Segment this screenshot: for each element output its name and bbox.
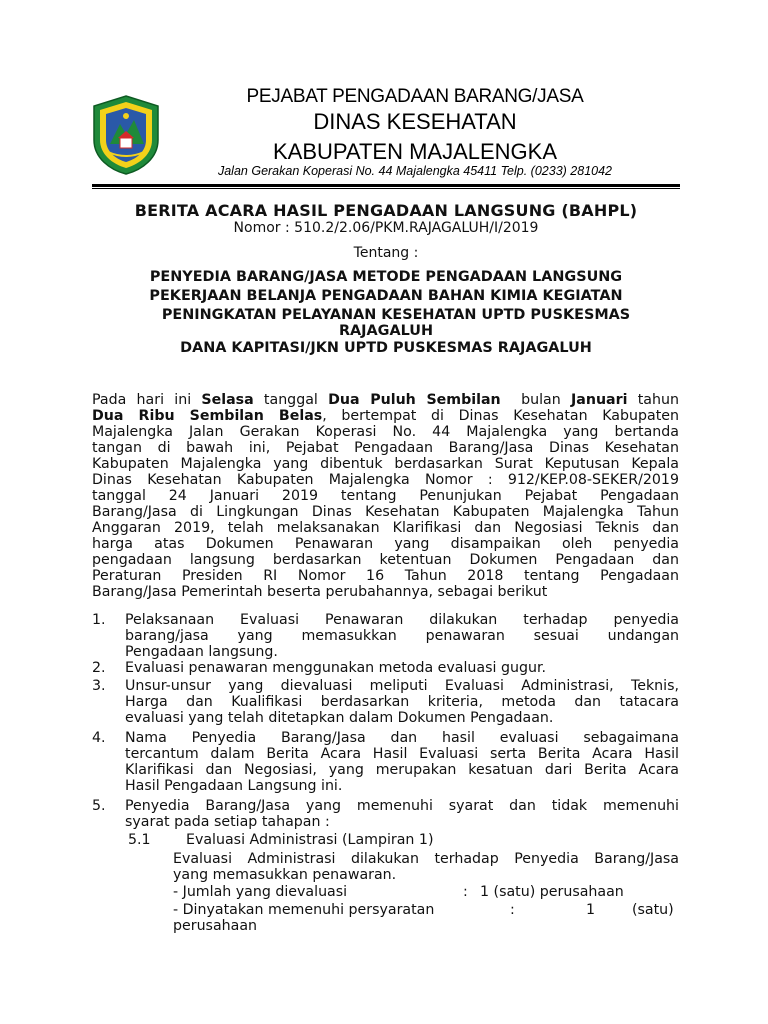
document-tentang: Tentang : bbox=[353, 245, 419, 261]
letterhead-agency: PEJABAT PENGADAAN BARANG/JASA bbox=[246, 86, 584, 107]
intro-paragraph bbox=[92, 392, 679, 600]
intro-line: Barang/Jasa Pemerintah beserta perubahannya, sebagai berikut bbox=[92, 584, 548, 600]
list-item-line: syarat pada setiap tahapan : bbox=[125, 814, 330, 830]
letterhead-department: DINAS KESEHATAN bbox=[313, 109, 517, 134]
intro-line: Dinas Kesehatan Kabupaten Majalengka Nomor : 912/KEP.08-SEKER/2019 bbox=[92, 472, 679, 488]
intro-line: tangan di bawah ini, Pejabat Pengadaan Barang/Jasa Dinas Kesehatan bbox=[92, 440, 679, 456]
list-number: 3. bbox=[92, 678, 106, 694]
list-item-line: Evaluasi penawaran menggunakan metoda evaluasi gugur. bbox=[125, 660, 546, 676]
intro-line: Anggaran 2019, telah melaksanakan Klarifikasi dan Negosiasi Teknis dan bbox=[92, 520, 679, 536]
subsection-title: Evaluasi Administrasi (Lampiran 1) bbox=[186, 832, 434, 848]
intro-line: Dua Ribu Sembilan Belas, bertempat di Dinas Kesehatan Kabupaten bbox=[92, 408, 679, 424]
list-number: 2. bbox=[92, 660, 106, 676]
subject-line: PEKERJAAN BELANJA PENGADAAN BAHAN KIMIA KEGIATAN bbox=[149, 288, 623, 304]
list-number: 5. bbox=[92, 798, 106, 814]
intro-line: Barang/Jasa di Lingkungan Dinas Kesehatan Kabupaten Majalengka Tahun bbox=[92, 504, 679, 520]
subsection-desc-line: Evaluasi Administrasi dilakukan terhadap Penyedia Barang/Jasa bbox=[173, 851, 679, 867]
evaluated-count-colon: : bbox=[463, 884, 468, 900]
letterhead-rule-thick bbox=[92, 184, 680, 187]
intro-line: Peraturan Presiden RI Nomor 16 Tahun 2018 tentang Pengadaan bbox=[92, 568, 679, 584]
intro-line: Majalengka Jalan Gerakan Koperasi No. 44 Majalengka yang bertanda bbox=[92, 424, 679, 440]
list-item-line: barang/jasa yang memasukkan penawaran sesuai undangan bbox=[125, 628, 679, 644]
intro-line: harga atas Dokumen Penawaran yang disampaikan oleh penyedia bbox=[92, 536, 679, 552]
letterhead-rule-thin bbox=[92, 188, 680, 189]
subject-line: DANA KAPITASI/JKN UPTD PUSKESMAS RAJAGALUH bbox=[180, 340, 592, 356]
date-words: Dua Puluh Sembilan bbox=[328, 392, 501, 408]
subject-line: PENYEDIA BARANG/JASA METODE PENGADAAN LANGSUNG bbox=[149, 269, 623, 285]
list-number: 4. bbox=[92, 730, 106, 746]
list-item-line: Harga dan Kualifikasi berdasarkan kriteria, metoda dan tatacara bbox=[125, 694, 679, 710]
subject-line: RAJAGALUH bbox=[338, 323, 434, 339]
list-item-line: Hasil Pengadaan Langsung ini. bbox=[125, 778, 343, 794]
year-words: Dua Ribu Sembilan Belas bbox=[92, 408, 323, 424]
day-name: Selasa bbox=[201, 392, 254, 408]
letterhead-regency: KABUPATEN MAJALENGKA bbox=[272, 139, 558, 164]
document-title: BERITA ACARA HASIL PENGADAAN LANGSUNG (BAHPL) bbox=[134, 201, 638, 220]
intro-line: Pada hari ini Selasa tanggal Dua Puluh Sembilan bulan Januari tahun bbox=[92, 392, 679, 408]
month-name: Januari bbox=[571, 392, 628, 408]
document-number: Nomor : 510.2/2.06/PKM.RAJAGALUH/I/2019 bbox=[233, 220, 539, 236]
list-item-line: evaluasi yang telah ditetapkan dalam Dokumen Pengadaan. bbox=[125, 710, 554, 726]
intro-line: Kabupaten Majalengka yang dibentuk berdasarkan Surat Keputusan Kepala bbox=[92, 456, 679, 472]
list-item-line: Nama Penyedia Barang/Jasa dan hasil evaluasi sebagaimana bbox=[125, 730, 679, 746]
qualified-count-continuation: perusahaan bbox=[173, 918, 258, 934]
qualified-count-colon: : bbox=[510, 902, 515, 918]
list-number: 1. bbox=[92, 612, 106, 628]
letterhead-address: Jalan Gerakan Koperasi No. 44 Majalengka 45411 Telp. (0233) 281042 bbox=[217, 164, 613, 178]
subsection-desc-line: yang memasukkan penawaran. bbox=[173, 867, 397, 883]
majalengka-emblem-icon bbox=[90, 94, 162, 176]
intro-line: pengadaan langsung berdasarkan ketentuan Dokumen Pengadaan dan bbox=[92, 552, 679, 568]
qualified-count-unit: (satu) bbox=[632, 902, 674, 918]
evaluated-count-label: - Jumlah yang dievaluasi bbox=[173, 884, 348, 900]
qualified-count-number: 1 bbox=[586, 902, 596, 918]
list-item-line: Pengadaan langsung. bbox=[125, 644, 278, 660]
list-item-line: tercantum dalam Berita Acara Hasil Evaluasi serta Berita Acara Hasil bbox=[125, 746, 679, 762]
subsection-number: 5.1 bbox=[128, 832, 151, 848]
intro-line: tanggal 24 Januari 2019 tentang Penunjukan Pejabat Pengadaan bbox=[92, 488, 679, 504]
list-item-line: Pelaksanaan Evaluasi Penawaran dilakukan terhadap penyedia bbox=[125, 612, 679, 628]
subject-line: PENINGKATAN PELAYANAN KESEHATAN UPTD PUSKESMAS bbox=[161, 307, 631, 323]
evaluated-count-value: 1 (satu) perusahaan bbox=[480, 884, 624, 900]
list-item-line: Unsur-unsur yang dievaluasi meliputi Evaluasi Administrasi, Teknis, bbox=[125, 678, 679, 694]
list-item-line: Klarifikasi dan Negosiasi, yang merupakan kesatuan dari Berita Acara bbox=[125, 762, 679, 778]
qualified-count-label: - Dinyatakan memenuhi persyaratan bbox=[173, 902, 435, 918]
list-item-line: Penyedia Barang/Jasa yang memenuhi syarat dan tidak memenuhi bbox=[125, 798, 679, 814]
